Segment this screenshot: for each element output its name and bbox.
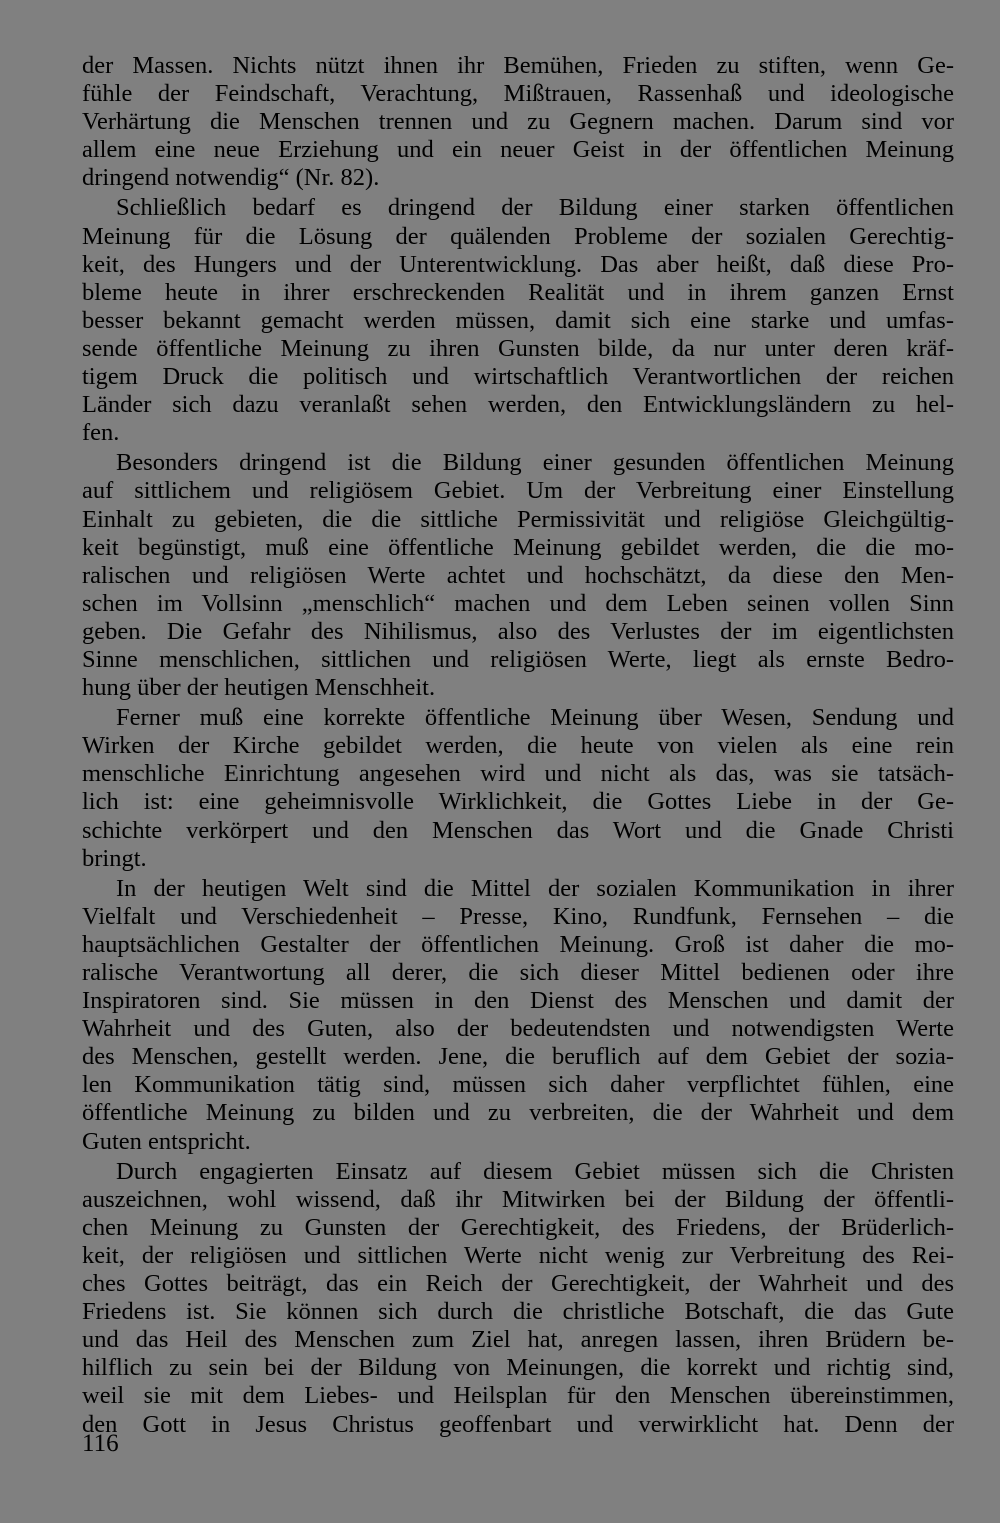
text-line: Meinung für die Lösung der quälenden Probleme der sozialen Gerechtig- bbox=[82, 222, 954, 250]
text-line: auszeichnen, wohl wissend, daß ihr Mitwirken bei der Bildung der öffentli- bbox=[82, 1185, 954, 1213]
text-line: öffentliche Meinung zu bilden und zu verbreiten, die der Wahrheit und dem bbox=[82, 1099, 954, 1127]
paragraph bbox=[82, 704, 954, 873]
page-body bbox=[82, 52, 954, 1439]
text-line: allem eine neue Erziehung und ein neuer Geist in der öffentlichen Meinung bbox=[82, 136, 954, 164]
text-line: Inspiratoren sind. Sie müssen in den Dienst des Menschen und damit der bbox=[82, 987, 954, 1015]
text-line: keit begünstigt, muß eine öffentliche Meinung gebildet werden, die die mo- bbox=[82, 533, 954, 561]
paragraph bbox=[82, 875, 954, 1156]
text-line: Besonders dringend ist die Bildung einer gesunden öffentlichen Meinung bbox=[116, 449, 954, 477]
text-line: schen im Vollsinn „menschlich“ machen und dem Leben seinen vollen Sinn bbox=[82, 589, 954, 617]
text-line: Guten entspricht. bbox=[82, 1127, 251, 1155]
paragraph bbox=[82, 1158, 954, 1439]
text-line: len Kommunikation tätig sind, müssen sich daher verpflichtet fühlen, eine bbox=[82, 1071, 954, 1099]
text-line: Ferner muß eine korrekte öffentliche Meinung über Wesen, Sendung und bbox=[116, 704, 954, 732]
text-line: geben. Die Gefahr des Nihilismus, also des Verlustes der im eigentlichsten bbox=[82, 617, 954, 645]
text-line: schichte verkörpert und den Menschen das Wort und die Gnade Christi bbox=[82, 816, 954, 844]
text-line: lich ist: eine geheimnisvolle Wirklichkeit, die Gottes Liebe in der Ge- bbox=[82, 788, 954, 816]
text-line: Verhärtung die Menschen trennen und zu Gegnern machen. Darum sind vor bbox=[82, 108, 954, 136]
text-line: tigem Druck die politisch und wirtschaftlich Verantwortlichen der reichen bbox=[82, 363, 954, 391]
text-line: Schließlich bedarf es dringend der Bildung einer starken öffentlichen bbox=[116, 194, 954, 222]
text-line: Sinne menschlichen, sittlichen und religiösen Werte, liegt als ernste Bedro- bbox=[82, 645, 954, 673]
text-line: menschliche Einrichtung angesehen wird und nicht als das, was sie tatsäch- bbox=[82, 760, 954, 788]
text-line: Einhalt zu gebieten, die die sittliche Permissivität und religiöse Gleichgültig- bbox=[82, 505, 954, 533]
text-line: bringt. bbox=[82, 844, 147, 872]
text-line: keit, der religiösen und sittlichen Werte nicht wenig zur Verbreitung des Rei- bbox=[82, 1241, 954, 1269]
text-line: hung über der heutigen Menschheit. bbox=[82, 674, 436, 702]
text-line: Vielfalt und Verschiedenheit – Presse, Kino, Rundfunk, Fernsehen – die bbox=[82, 902, 954, 930]
text-line: weil sie mit dem Liebes- und Heilsplan für den Menschen übereinstimmen, bbox=[82, 1382, 954, 1410]
text-line: hilflich zu sein bei der Bildung von Meinungen, die korrekt und richtig sind, bbox=[82, 1354, 954, 1382]
paragraph bbox=[82, 52, 954, 192]
text-line: ralischen und religiösen Werte achtet und hochschätzt, da diese den Men- bbox=[82, 561, 954, 589]
text-line: auf sittlichem und religiösem Gebiet. Um der Verbreitung einer Einstellung bbox=[82, 477, 954, 505]
text-line: hauptsächlichen Gestalter der öffentlichen Meinung. Groß ist daher die mo- bbox=[82, 930, 954, 958]
text-line: des Menschen, gestellt werden. Jene, die beruflich auf dem Gebiet der sozia- bbox=[82, 1043, 954, 1071]
paragraph bbox=[82, 449, 954, 702]
text-line: ches Gottes beiträgt, das ein Reich der Gerechtigkeit, der Wahrheit und des bbox=[82, 1270, 954, 1298]
text-line: Wahrheit und des Guten, also der bedeutendsten und notwendigsten Werte bbox=[82, 1015, 954, 1043]
text-line: Durch engagierten Einsatz auf diesem Gebiet müssen sich die Christen bbox=[116, 1157, 954, 1185]
text-line: Friedens ist. Sie können sich durch die christliche Botschaft, die das Gute bbox=[82, 1298, 954, 1326]
text-line: fühle der Feindschaft, Verachtung, Mißtrauen, Rassenhaß und ideologische bbox=[82, 80, 954, 108]
text-line: den Gott in Jesus Christus geoffenbart und verwirklicht hat. Denn der bbox=[82, 1410, 954, 1438]
text-line: chen Meinung zu Gunsten der Gerechtigkeit, des Friedens, der Brüderlich- bbox=[82, 1213, 954, 1241]
text-line: Wirken der Kirche gebildet werden, die heute von vielen als eine rein bbox=[82, 732, 954, 760]
text-line: dringend notwendig“ (Nr. 82). bbox=[82, 164, 380, 192]
text-line: keit, des Hungers und der Unterentwicklung. Das aber heißt, daß diese Pro- bbox=[82, 250, 954, 278]
text-line: sende öffentliche Meinung zu ihren Gunsten bilde, da nur unter deren kräf- bbox=[82, 334, 954, 362]
page-number: 116 bbox=[82, 1430, 119, 1457]
text-line: fen. bbox=[82, 419, 120, 447]
text-line: besser bekannt gemacht werden müssen, damit sich eine starke und umfas- bbox=[82, 306, 954, 334]
text-line: bleme heute in ihrer erschreckenden Realität und in ihrem ganzen Ernst bbox=[82, 278, 954, 306]
text-line: Länder sich dazu veranlaßt sehen werden, den Entwicklungsländern zu hel- bbox=[82, 391, 954, 419]
paragraph bbox=[82, 194, 954, 447]
text-line: ralische Verantwortung all derer, die sich dieser Mittel bedienen oder ihre bbox=[82, 959, 954, 986]
text-line: und das Heil des Menschen zum Ziel hat, anregen lassen, ihren Brüdern be- bbox=[82, 1326, 954, 1354]
text-line: der Massen. Nichts nützt ihnen ihr Bemühen, Frieden zu stiften, wenn Ge- bbox=[82, 52, 954, 79]
text-line: In der heutigen Welt sind die Mittel der sozialen Kommunikation in ihrer bbox=[116, 874, 954, 902]
